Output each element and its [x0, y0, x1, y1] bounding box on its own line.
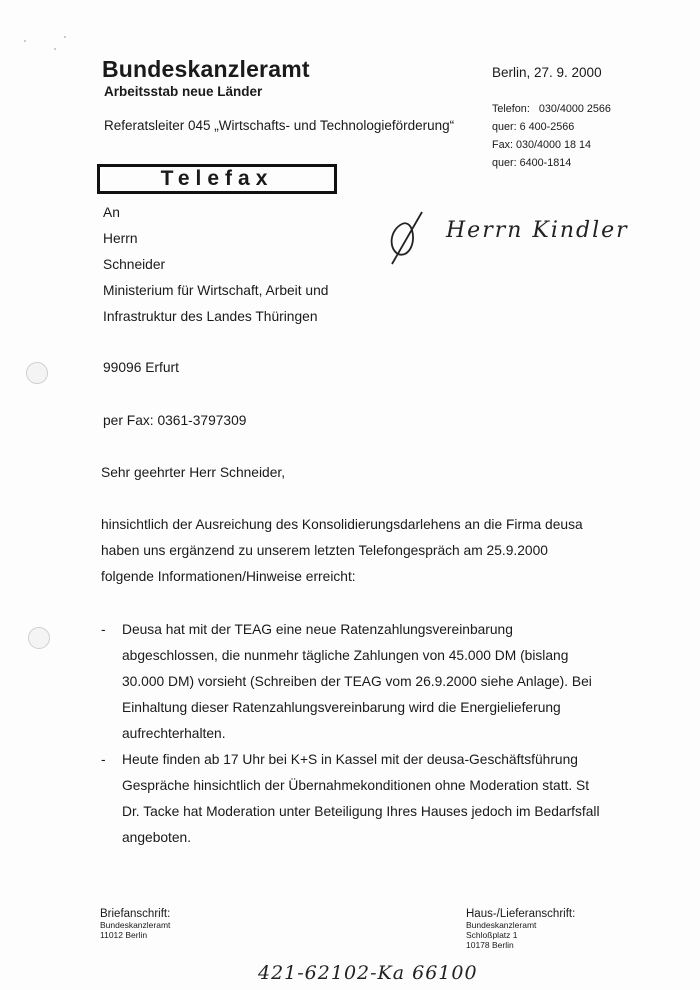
intro-line: hinsichtlich der Ausreichung des Konsolidierungsdarlehens an die Firma deusa [101, 517, 583, 532]
recipient-line: Herrn [103, 231, 138, 246]
bullet-marker: - [101, 752, 106, 767]
recipient-line: Ministerium für Wirtschaft, Arbeit und [103, 283, 329, 298]
bullet-1-line: abgeschlossen, die nunmehr tägliche Zahlungen von 45.000 DM (bislang [122, 648, 569, 663]
recipient-line: Infrastruktur des Landes Thüringen [103, 309, 318, 324]
footer-delivery-address [466, 908, 575, 950]
footer-mailing-line: Bundeskanzleramt [100, 920, 171, 930]
contact-phone: Telefon: 030/4000 2566 [492, 103, 611, 115]
intro-line: folgende Informationen/Hinweise erreicht: [101, 569, 356, 584]
footer-delivery-line: 10178 Berlin [466, 940, 514, 950]
punch-hole-lower [28, 627, 50, 649]
footer-delivery-line: Bundeskanzleramt [466, 920, 537, 930]
scan-speck [54, 48, 56, 50]
recipient-line: Schneider [103, 257, 166, 272]
recipient-city: 99096 Erfurt [103, 360, 179, 375]
bullet-2-line: Heute finden ab 17 Uhr bei K+S in Kassel mit der deusa-Geschäftsführung [122, 752, 578, 767]
footer-mailing-label: Briefanschrift: [100, 908, 171, 920]
salutation: Sehr geehrter Herr Schneider, [101, 465, 286, 480]
recipient-fax: per Fax: 0361-3797309 [103, 413, 247, 428]
recipient-line: An [103, 205, 120, 220]
footer-mailing-address [100, 908, 170, 940]
contact-fax-internal: quer: 6400-1814 [492, 157, 572, 169]
scan-speck [64, 36, 66, 38]
punch-hole-upper [26, 362, 48, 384]
bullet-1-line: aufrechterhalten. [122, 726, 226, 741]
intro-line: haben uns ergänzend zu unserem letzten Telefongespräch am 25.9.2000 [101, 543, 548, 558]
document-type-box: Telefax [97, 164, 337, 194]
footer-delivery-label: Haus-/Lieferanschrift: [466, 908, 576, 920]
bullet-2-line: Gespräche hinsichtlich der Übernahmekonditionen ohne Moderation statt. St [122, 778, 590, 793]
letterhead-department: Referatsleiter 045 „Wirtschafts- und Technologieförderung“ [104, 118, 455, 133]
letterhead-sub-organization: Arbeitsstab neue Länder [104, 84, 263, 99]
handwritten-slashed-circle-icon [382, 208, 432, 268]
letter-date: Berlin, 27. 9. 2000 [492, 65, 602, 80]
contact-fax: Fax: 030/4000 18 14 [492, 139, 592, 151]
bullet-marker: - [101, 622, 106, 637]
footer-delivery-line: Schloßplatz 1 [466, 930, 518, 940]
handwritten-note: Herrn Kindler [446, 218, 629, 243]
bullet-1-line: Deusa hat mit der TEAG eine neue Ratenzahlungsvereinbarung [122, 622, 513, 637]
scan-speck [24, 40, 26, 42]
contact-block [492, 100, 611, 172]
contact-phone-internal: quer: 6 400-2566 [492, 121, 575, 133]
bullet-2-line: angeboten. [122, 830, 192, 845]
bullet-1-line: Einhaltung dieser Ratenzahlungsvereinbarung wird die Energielieferung [122, 700, 561, 715]
bullet-2-line: Dr. Tacke hat Moderation unter Beteiligung Ihres Hauses jedoch im Bedarfsfall [122, 804, 600, 819]
letterhead-organization: Bundeskanzleramt [102, 56, 310, 82]
bullet-1-line: 30.000 DM) vorsieht (Schreiben der TEAG vom 26.9.2000 siehe Anlage). Bei [122, 674, 592, 689]
footer-mailing-line: 11012 Berlin [100, 930, 148, 940]
handwritten-file-reference: 421-62102-Ka 66100 [258, 962, 478, 984]
